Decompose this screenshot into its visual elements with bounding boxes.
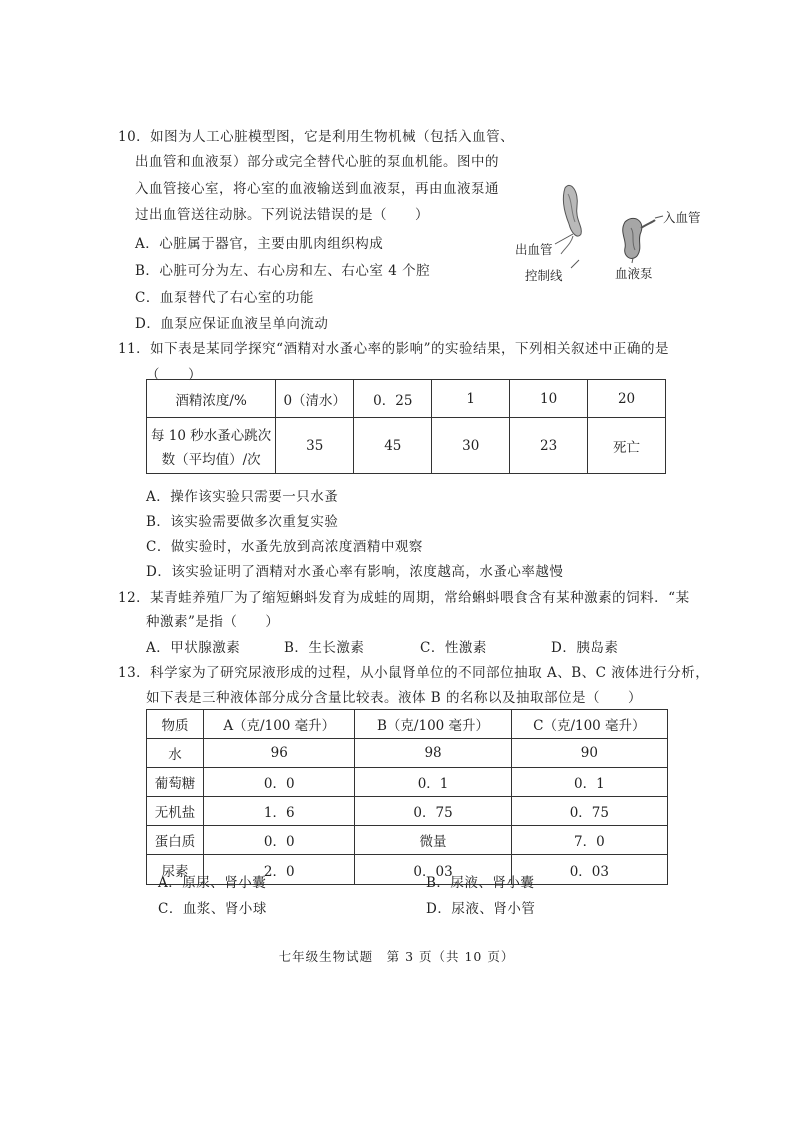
inflow-tube-label: 入血管 (663, 210, 701, 225)
q11-line-2: （ ） (146, 367, 202, 383)
q10-line-2: 出血管和血液泵）部分或完全替代心脏的泵血机能。图中的 (135, 154, 499, 170)
q11-line-1: 11．如下表是某同学探究“酒精对水蚤心率的影响”的实验结果，下列相关叙述中正确的是 (118, 341, 669, 357)
q10-line-4: 过出血管送往动脉。下列说法错误的是（ ） (135, 207, 429, 223)
q11-row1-header: 酒精浓度/% (147, 380, 276, 418)
q13-cell: 0．0 (204, 826, 355, 855)
q13-cell: 无机盐 (147, 797, 204, 826)
q13-row-glucose (147, 768, 668, 797)
q13-option-d: D．尿液、肾小管 (426, 901, 536, 917)
outflow-tube-label: 出血管 (515, 242, 553, 257)
q13-cell: 90 (511, 739, 667, 768)
q11-option-d: D．该实验证明了酒精对水蚤心率有影响，浓度越高，水蚤心率越慢 (146, 564, 564, 580)
q13-cell: 1．6 (204, 797, 355, 826)
control-line-label: 控制线 (525, 268, 563, 283)
q11-cell: 死亡 (588, 418, 666, 474)
q11-row-heartbeat (147, 418, 666, 474)
q11-cell: 45 (354, 418, 432, 474)
q13-cell: 2．0 (204, 855, 355, 885)
q13-cell: 0．03 (355, 855, 511, 885)
q13-cell: 96 (204, 739, 355, 768)
blood-pump-label: 血液泵 (615, 266, 653, 281)
q13-cell: 7．0 (511, 826, 667, 855)
q12-option-b: B．生长激素 (284, 640, 365, 656)
q13-cell: 微量 (355, 826, 511, 855)
q13-header-cell: C（克/100 毫升） (511, 710, 667, 739)
q11-cell: 30 (432, 418, 510, 474)
q11-option-b: B．该实验需要做多次重复实验 (146, 514, 339, 530)
q10-option-b: B．心脏可分为左、右心房和左、右心室 4 个腔 (135, 263, 431, 279)
q13-row-salts (147, 797, 668, 826)
q13-header-row (147, 710, 668, 739)
q12-line-2: 种激素”是指（ ） (146, 614, 280, 630)
q13-cell: 尿素 (147, 855, 204, 885)
q11-option-a: A．操作该实验只需要一只水蚤 (146, 489, 339, 505)
q11-cell: 20 (588, 380, 666, 418)
q12-option-c: C．性激素 (420, 640, 487, 656)
q10-option-c: C．血泵替代了右心室的功能 (135, 290, 314, 306)
q13-header-cell: B（克/100 毫升） (355, 710, 511, 739)
q13-line-1: 13．科学家为了研究尿液形成的过程，从小鼠肾单位的不同部位抽取 A、B、C 液体进行分析， (118, 665, 710, 681)
q13-option-b: B．尿液、肾小囊 (426, 875, 535, 891)
q13-option-a: A．原尿、肾小囊 (158, 875, 267, 891)
q13-cell: 蛋白质 (147, 826, 204, 855)
q13-cell: 0．1 (355, 768, 511, 797)
q13-line-2: 如下表是三种液体部分成分含量比较表。液体 B 的名称以及抽取部位是（ ） (146, 690, 643, 706)
page-footer: 七年级生物试题 第 3 页（共 10 页） (278, 949, 515, 964)
artificial-heart-figure (505, 170, 705, 290)
q13-cell: 0．03 (511, 855, 667, 885)
q11-cell: 0．25 (354, 380, 432, 418)
q11-row2-header-line-1: 每 10 秒水蚤心跳次 (150, 427, 272, 444)
q10-option-d: D．血泵应保证血液呈单向流动 (135, 316, 329, 332)
q13-cell: 98 (355, 739, 511, 768)
q13-cell: 0．1 (511, 768, 667, 797)
q12-line-1: 12．某青蛙养殖厂为了缩短蝌蚪发育为成蛙的周期，常给蝌蚪喂食含有某种激素的饲料．“某 (118, 590, 690, 606)
q11-cell: 10 (510, 380, 588, 418)
q13-cell: 0．75 (355, 797, 511, 826)
q13-option-c: C．血浆、肾小球 (158, 901, 267, 917)
q13-header-cell: 物质 (147, 710, 204, 739)
q11-row2-header-line-2: 数（平均值）/次 (161, 451, 261, 468)
q11-cell: 35 (276, 418, 354, 474)
q13-header-cell: A（克/100 毫升） (204, 710, 355, 739)
q12-option-d: D．胰岛素 (551, 640, 619, 656)
q13-row-protein (147, 826, 668, 855)
q12-option-a: A．甲状腺激素 (146, 640, 241, 656)
q11-option-c: C．做实验时，水蚤先放到高浓度酒精中观察 (146, 539, 423, 555)
q13-cell: 水 (147, 739, 204, 768)
q10-line-3: 入血管接心室，将心室的血液输送到血液泵，再由血液泵通 (135, 181, 499, 197)
q13-row-water (147, 739, 668, 768)
q13-cell: 葡萄糖 (147, 768, 204, 797)
q11-cell: 0（清水） (276, 380, 354, 418)
q13-cell: 0．0 (204, 768, 355, 797)
q13-cell: 0．75 (511, 797, 667, 826)
q11-data-table (146, 379, 666, 474)
q11-cell: 23 (510, 418, 588, 474)
q11-row2-header (147, 418, 276, 474)
q13-data-table (146, 709, 668, 885)
q11-cell: 1 (432, 380, 510, 418)
q11-row-concentration (147, 380, 666, 418)
q10-line-1: 10．如图为人工心脏模型图，它是利用生物机械（包括入血管、 (118, 129, 515, 145)
q10-option-a: A．心脏属于器官，主要由肌肉组织构成 (135, 236, 384, 252)
